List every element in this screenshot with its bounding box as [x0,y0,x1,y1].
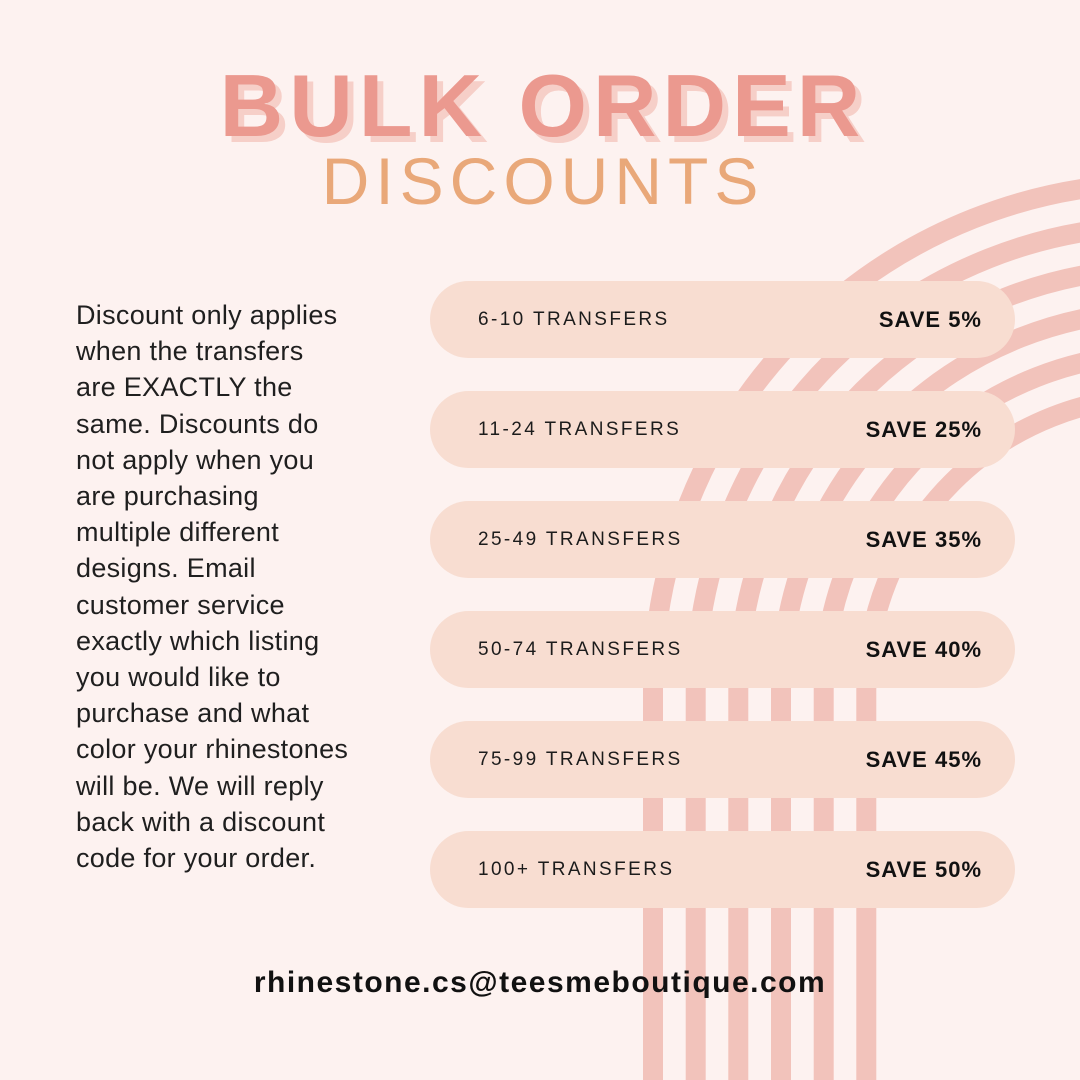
transfer-range-label: 6-10 TRANSFERS [478,308,670,330]
page-subtitle: DISCOUNTS [321,144,765,218]
save-percent-label: SAVE 25% [865,416,982,442]
discount-row [430,281,1015,358]
intro-line: not apply when you [76,444,315,475]
page-title: BULK ORDER [219,56,867,155]
intro-paragraph [76,297,348,876]
contact-email: rhinestone.cs@teesmeboutique.com [253,966,827,999]
intro-line: color your rhinestones [76,734,349,765]
transfer-range-label: 50-74 TRANSFERS [478,638,683,660]
intro-line: will be. We will reply [76,770,324,801]
intro-line: customer service [76,589,285,620]
save-percent-label: SAVE 40% [865,636,982,662]
intro-line: are EXACTLY the [76,372,293,403]
intro-line: purchase and what [76,698,310,729]
intro-line: exactly which listing [76,625,320,656]
intro-line: are purchasing [76,481,259,512]
discount-row [430,831,1015,908]
transfer-range-label: 25-49 TRANSFERS [478,528,683,550]
discount-row [430,391,1015,468]
intro-line: code for your order. [76,843,317,874]
intro-line: you would like to [76,662,281,693]
save-percent-label: SAVE 45% [865,746,982,772]
transfer-range-label: 11-24 TRANSFERS [478,418,682,440]
intro-line: back with a discount [76,806,326,837]
intro-line: multiple different [76,517,280,548]
discount-row [430,721,1015,798]
discount-table [430,281,1015,941]
save-percent-label: SAVE 5% [878,306,982,332]
transfer-range-label: 100+ TRANSFERS [478,858,675,880]
intro-line: designs. Email [76,553,256,584]
intro-line: when the transfers [76,336,304,367]
discount-row [430,611,1015,688]
save-percent-label: SAVE 35% [865,526,982,552]
transfer-range-label: 75-99 TRANSFERS [478,748,683,770]
save-percent-label: SAVE 50% [865,856,982,882]
discount-row [430,501,1015,578]
intro-line: Discount only applies [76,300,338,330]
intro-line: same. Discounts do [76,408,319,439]
